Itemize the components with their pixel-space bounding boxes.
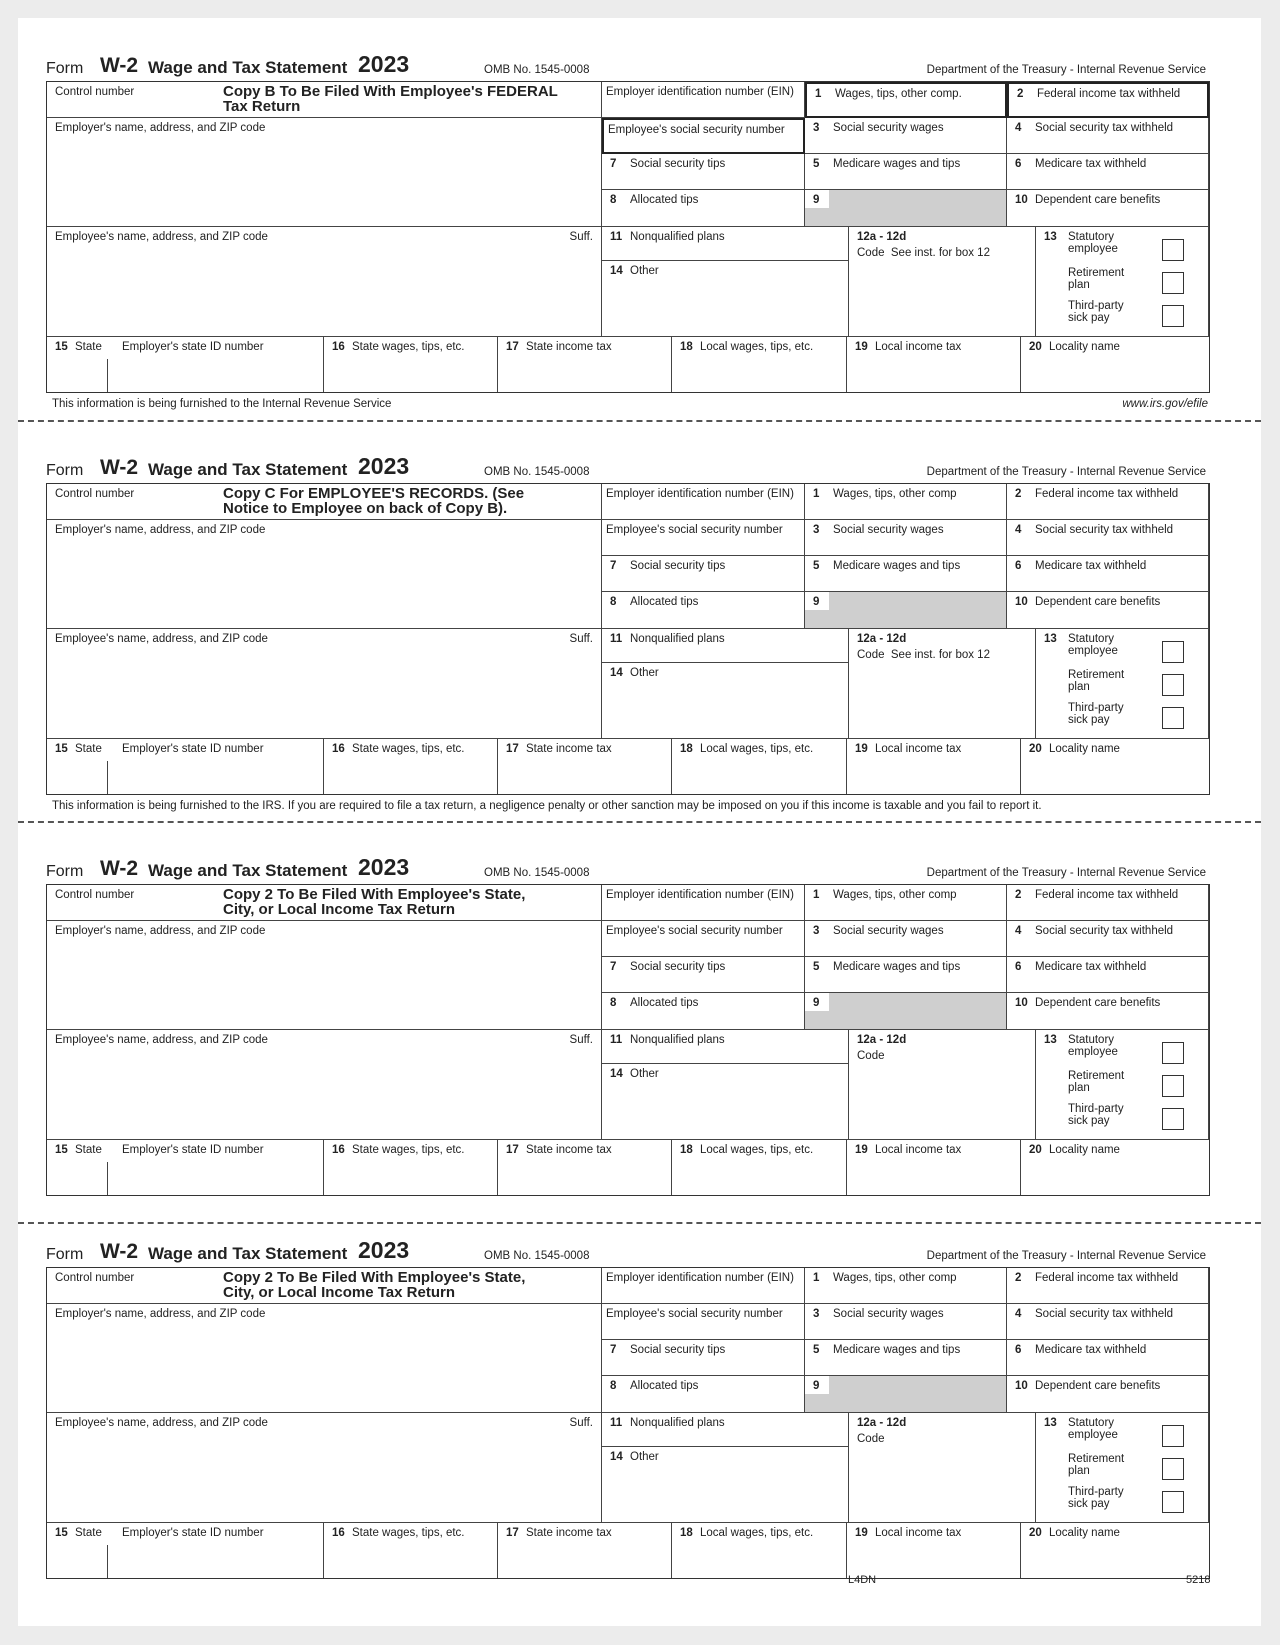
box-3-ss-wages[interactable]: 3 Social security wages bbox=[805, 118, 1007, 154]
copy-line-2: City, or Local Income Tax Return bbox=[223, 901, 455, 918]
department-label: Department of the Treasury - Internal Revenue Service bbox=[926, 64, 1206, 76]
box-3-ss-wages[interactable]: 3 Social security wages bbox=[805, 921, 1007, 957]
box-19-local-tax[interactable]: 19 Local income tax bbox=[847, 1140, 1021, 1195]
box-10-dependent-care[interactable]: 10 Dependent care benefits bbox=[1007, 592, 1209, 629]
box-12-code-label: Code See inst. for box 12 bbox=[857, 247, 990, 259]
box-14-other[interactable]: 14 Other bbox=[602, 261, 849, 337]
statutory-employee-label: Statutory employee bbox=[1068, 231, 1118, 255]
box-15-state[interactable]: 15 State Employer's state ID number bbox=[47, 1140, 324, 1195]
box-12-label: 12a - 12d bbox=[857, 231, 907, 243]
box-20-locality[interactable]: 20 Locality name bbox=[1029, 1527, 1120, 1539]
box-12-code-label: Code bbox=[857, 1433, 885, 1445]
box-12-codes[interactable] bbox=[849, 227, 1036, 337]
statutory-employee-label: Statutory employee bbox=[1068, 1034, 1118, 1058]
box-19-local-tax[interactable]: 19 Local income tax bbox=[847, 739, 1021, 794]
box-18-local-wages[interactable]: 18 Local wages, tips, etc. bbox=[672, 337, 847, 392]
box-9: 9 bbox=[805, 190, 1007, 227]
box-8-allocated-tips[interactable]: 8 Allocated tips bbox=[602, 993, 805, 1030]
box-15-state[interactable]: 15 State Employer's state ID number bbox=[47, 337, 324, 392]
state-divider bbox=[107, 761, 108, 794]
form-number: W-2 bbox=[100, 456, 139, 479]
box-8-allocated-tips[interactable]: 8 Allocated tips bbox=[602, 190, 805, 227]
form-footer-note: This information is being furnished to the IRS. If you are required to file a tax return, a negligence penalty or other sanction may be imposed on you if this income is taxable and you fail to report it. bbox=[52, 800, 1042, 812]
box-18-local-wages[interactable]: 18 Local wages, tips, etc. bbox=[672, 1140, 847, 1195]
copy-line-2: City, or Local Income Tax Return bbox=[223, 1284, 455, 1301]
box-2-federal-tax[interactable] bbox=[1007, 1268, 1209, 1304]
statutory-employee-label: Statutory employee bbox=[1068, 1417, 1118, 1441]
omb-number: OMB No. 1545-0008 bbox=[484, 466, 590, 478]
copy-designation bbox=[223, 1270, 525, 1300]
cut-line bbox=[18, 1222, 1261, 1224]
employer-name-box[interactable] bbox=[47, 1304, 602, 1413]
box-9: 9 bbox=[805, 993, 1007, 1030]
state-id-label: Employer's state ID number bbox=[122, 1144, 264, 1156]
box-5-medicare-wages[interactable]: 5 Medicare wages and tips bbox=[805, 1340, 1007, 1376]
box-5-medicare-wages[interactable]: 5 Medicare wages and tips bbox=[805, 957, 1007, 993]
copy-line-1: Copy 2 To Be Filed With Employee's State, bbox=[223, 1269, 526, 1286]
box-2-federal-tax[interactable] bbox=[1007, 885, 1209, 921]
box-16-state-wages[interactable]: 16 State wages, tips, etc. bbox=[324, 1523, 498, 1578]
employer-name-box[interactable] bbox=[47, 921, 602, 1030]
efile-url: www.irs.gov/efile bbox=[1122, 398, 1208, 410]
box-9-shaded-corner bbox=[805, 1394, 829, 1412]
department-label: Department of the Treasury - Internal Revenue Service bbox=[926, 466, 1206, 478]
statutory-employee-checkbox[interactable] bbox=[1162, 1425, 1184, 1447]
box-11-nonqualified[interactable]: 11 Nonqualified plans bbox=[602, 1413, 849, 1447]
retirement-plan-checkbox[interactable] bbox=[1162, 674, 1184, 696]
copy-designation bbox=[223, 84, 558, 114]
state-divider bbox=[107, 359, 108, 392]
form-grid bbox=[46, 483, 1210, 795]
box-15-state[interactable]: 15 State Employer's state ID number bbox=[47, 739, 324, 794]
copy-line-1: Copy 2 To Be Filed With Employee's State, bbox=[223, 886, 526, 903]
box-9-shaded bbox=[829, 592, 1006, 628]
state-id-label: Employer's state ID number bbox=[122, 743, 264, 755]
box-10-dependent-care[interactable]: 10 Dependent care benefits bbox=[1007, 1376, 1209, 1413]
suffix-label: Suff. bbox=[569, 633, 593, 645]
employer-name-box[interactable] bbox=[47, 520, 602, 629]
box-14-other[interactable]: 14 Other bbox=[602, 1064, 849, 1140]
box-19-local-tax[interactable]: 19 Local income tax bbox=[847, 1523, 1021, 1578]
box-2-label: 2 Federal income tax withheld bbox=[1017, 88, 1181, 100]
ein-label: Employer identification number (EIN) bbox=[606, 889, 794, 901]
box-12-codes[interactable] bbox=[849, 629, 1036, 739]
box-13-number: 13 bbox=[1044, 1417, 1057, 1429]
statutory-employee-checkbox[interactable] bbox=[1162, 1042, 1184, 1064]
box-9-shaded-corner bbox=[805, 610, 829, 628]
box-5-medicare-wages[interactable]: 5 Medicare wages and tips bbox=[805, 556, 1007, 592]
box-4-ss-tax[interactable]: 4 Social security tax withheld bbox=[1007, 520, 1209, 556]
form-title: Wage and Tax Statement bbox=[148, 58, 348, 77]
box-1-label: 1 Wages, tips, other comp. bbox=[815, 88, 962, 100]
box-14-other[interactable]: 14 Other bbox=[602, 1447, 849, 1523]
control-number-box[interactable] bbox=[47, 484, 602, 520]
box-13-number: 13 bbox=[1044, 231, 1057, 243]
retirement-plan-checkbox[interactable] bbox=[1162, 272, 1184, 294]
employer-name-label: Employer's name, address, and ZIP code bbox=[55, 1308, 266, 1320]
statutory-employee-label: Statutory employee bbox=[1068, 633, 1118, 657]
box-11-nonqualified[interactable]: 11 Nonqualified plans bbox=[602, 1030, 849, 1064]
retirement-plan-checkbox[interactable] bbox=[1162, 1458, 1184, 1480]
box-20-locality[interactable]: 20 Locality name bbox=[1029, 341, 1120, 353]
ein-label: Employer identification number (EIN) bbox=[606, 1272, 794, 1284]
control-number-label: Control number bbox=[55, 488, 135, 500]
box-13-number: 13 bbox=[1044, 1034, 1057, 1046]
box-11-nonqualified[interactable]: 11 Nonqualified plans bbox=[602, 227, 849, 261]
box-12-label: 12a - 12d bbox=[857, 633, 907, 645]
retirement-plan-label: Retirement plan bbox=[1068, 1070, 1125, 1094]
box-13 bbox=[1036, 227, 1209, 337]
copy-designation bbox=[223, 887, 525, 917]
form-code-right: 5218 bbox=[1186, 1574, 1211, 1586]
control-number-box[interactable] bbox=[47, 82, 602, 118]
third-party-sick-pay-checkbox[interactable] bbox=[1162, 1491, 1184, 1513]
box-12-code-label: Code bbox=[857, 1050, 885, 1062]
employer-name-label: Employer's name, address, and ZIP code bbox=[55, 925, 266, 937]
w2-form-copy bbox=[46, 450, 1210, 850]
form-number: W-2 bbox=[100, 1240, 139, 1263]
box-3-ss-wages[interactable]: 3 Social security wages bbox=[805, 520, 1007, 556]
cut-line bbox=[18, 420, 1261, 422]
statutory-employee-checkbox[interactable] bbox=[1162, 641, 1184, 663]
ein-box[interactable] bbox=[602, 1268, 805, 1304]
box-7-ss-tips[interactable]: 7 Social security tips bbox=[602, 957, 805, 993]
box-4-ss-tax[interactable]: 4 Social security tax withheld bbox=[1007, 118, 1209, 154]
box-1-label: 1 Wages, tips, other comp bbox=[813, 1272, 957, 1284]
retirement-plan-label: Retirement plan bbox=[1068, 1453, 1125, 1477]
box-9-shaded bbox=[829, 190, 1006, 226]
employee-name-box[interactable] bbox=[47, 1413, 602, 1523]
box-11-nonqualified[interactable]: 11 Nonqualified plans bbox=[602, 629, 849, 663]
form-title: Wage and Tax Statement bbox=[148, 460, 348, 479]
box-8-allocated-tips[interactable]: 8 Allocated tips bbox=[602, 592, 805, 629]
employee-name-label: Employee's name, address, and ZIP code bbox=[55, 1417, 268, 1429]
box-6-medicare-tax[interactable]: 6 Medicare tax withheld bbox=[1007, 154, 1209, 190]
third-party-sick-pay-label: Third-party sick pay bbox=[1068, 1103, 1124, 1127]
employee-ssn-box[interactable] bbox=[602, 118, 805, 154]
box-2-federal-tax[interactable] bbox=[1007, 82, 1209, 118]
form-word: Form bbox=[46, 1246, 84, 1263]
box-17-state-tax[interactable]: 17 State income tax bbox=[498, 739, 672, 794]
box-6-medicare-tax[interactable]: 6 Medicare tax withheld bbox=[1007, 1340, 1209, 1376]
third-party-sick-pay-label: Third-party sick pay bbox=[1068, 1486, 1124, 1510]
box-12-label: 12a - 12d bbox=[857, 1034, 907, 1046]
suffix-label: Suff. bbox=[569, 1417, 593, 1429]
control-number-box[interactable] bbox=[47, 885, 602, 921]
box-12-code-label: Code See inst. for box 12 bbox=[857, 649, 990, 661]
ein-label: Employer identification number (EIN) bbox=[606, 488, 794, 500]
box-16-state-wages[interactable]: 16 State wages, tips, etc. bbox=[324, 1140, 498, 1195]
form-year: 2023 bbox=[358, 453, 410, 479]
control-number-box[interactable] bbox=[47, 1268, 602, 1304]
box-9-shaded bbox=[829, 1376, 1006, 1412]
form-year: 2023 bbox=[358, 51, 410, 77]
retirement-plan-label: Retirement plan bbox=[1068, 669, 1125, 693]
employee-ssn-label: Employee's social security number bbox=[606, 524, 783, 536]
box-9-shaded-corner bbox=[805, 1011, 829, 1029]
third-party-sick-pay-checkbox[interactable] bbox=[1162, 707, 1184, 729]
box-12-codes[interactable] bbox=[849, 1413, 1036, 1523]
retirement-plan-checkbox[interactable] bbox=[1162, 1075, 1184, 1097]
box-1-wages[interactable] bbox=[805, 484, 1007, 520]
box-15-state[interactable]: 15 State Employer's state ID number bbox=[47, 1523, 324, 1578]
box-1-wages[interactable] bbox=[805, 82, 1007, 118]
w2-form-copy bbox=[46, 851, 1210, 1251]
employee-name-label: Employee's name, address, and ZIP code bbox=[55, 231, 268, 243]
form-word: Form bbox=[46, 462, 84, 479]
w2-sheet bbox=[18, 18, 1261, 1626]
statutory-employee-checkbox[interactable] bbox=[1162, 239, 1184, 261]
box-7-ss-tips[interactable]: 7 Social security tips bbox=[602, 556, 805, 592]
box-2-federal-tax[interactable] bbox=[1007, 484, 1209, 520]
form-number: W-2 bbox=[100, 857, 139, 880]
form-code-left: L4DN bbox=[848, 1574, 877, 1586]
box-1-wages[interactable] bbox=[805, 1268, 1007, 1304]
box-1-wages[interactable] bbox=[805, 885, 1007, 921]
box-2-label: 2 Federal income tax withheld bbox=[1015, 1272, 1179, 1284]
form-word: Form bbox=[46, 863, 84, 880]
form-footer-note: This information is being furnished to the Internal Revenue Service bbox=[52, 398, 392, 410]
form-year: 2023 bbox=[358, 854, 410, 880]
box-4-ss-tax[interactable]: 4 Social security tax withheld bbox=[1007, 1304, 1209, 1340]
w2-form-copy bbox=[46, 1234, 1210, 1634]
form-year: 2023 bbox=[358, 1237, 410, 1263]
omb-number: OMB No. 1545-0008 bbox=[484, 1250, 590, 1262]
omb-number: OMB No. 1545-0008 bbox=[484, 867, 590, 879]
box-2-label: 2 Federal income tax withheld bbox=[1015, 488, 1179, 500]
third-party-sick-pay-checkbox[interactable] bbox=[1162, 305, 1184, 327]
control-number-label: Control number bbox=[55, 889, 135, 901]
box-9: 9 bbox=[805, 1376, 1007, 1413]
box-13 bbox=[1036, 629, 1209, 739]
employee-name-label: Employee's name, address, and ZIP code bbox=[55, 1034, 268, 1046]
state-id-label: Employer's state ID number bbox=[122, 1527, 264, 1539]
third-party-sick-pay-label: Third-party sick pay bbox=[1068, 300, 1124, 324]
box-13 bbox=[1036, 1030, 1209, 1140]
employee-ssn-box[interactable] bbox=[602, 921, 805, 957]
box-18-local-wages[interactable]: 18 Local wages, tips, etc. bbox=[672, 1523, 847, 1578]
copy-line-2: Notice to Employee on back of Copy B). bbox=[223, 500, 508, 517]
employee-ssn-label: Employee's social security number bbox=[606, 1308, 783, 1320]
ein-label: Employer identification number (EIN) bbox=[606, 86, 794, 98]
box-2-label: 2 Federal income tax withheld bbox=[1015, 889, 1179, 901]
copy-line-1: Copy C For EMPLOYEE'S RECORDS. (See bbox=[223, 485, 525, 502]
employee-name-box[interactable] bbox=[47, 227, 602, 337]
cut-line bbox=[18, 821, 1261, 823]
third-party-sick-pay-label: Third-party sick pay bbox=[1068, 702, 1124, 726]
employee-name-label: Employee's name, address, and ZIP code bbox=[55, 633, 268, 645]
copy-designation bbox=[223, 486, 524, 516]
employer-name-label: Employer's name, address, and ZIP code bbox=[55, 524, 266, 536]
box-6-medicare-tax[interactable]: 6 Medicare tax withheld bbox=[1007, 556, 1209, 592]
box-20-locality[interactable]: 20 Locality name bbox=[1029, 743, 1120, 755]
box-1-label: 1 Wages, tips, other comp bbox=[813, 889, 957, 901]
employer-name-label: Employer's name, address, and ZIP code bbox=[55, 122, 266, 134]
ein-box[interactable] bbox=[602, 82, 805, 118]
suffix-label: Suff. bbox=[569, 231, 593, 243]
box-6-medicare-tax[interactable]: 6 Medicare tax withheld bbox=[1007, 957, 1209, 993]
form-number: W-2 bbox=[100, 54, 139, 77]
box-17-state-tax[interactable]: 17 State income tax bbox=[498, 337, 672, 392]
box-9: 9 bbox=[805, 592, 1007, 629]
box-12-label: 12a - 12d bbox=[857, 1417, 907, 1429]
department-label: Department of the Treasury - Internal Revenue Service bbox=[926, 1250, 1206, 1262]
box-20-locality[interactable]: 20 Locality name bbox=[1029, 1144, 1120, 1156]
box-9-shaded bbox=[829, 993, 1006, 1029]
box-19-local-tax[interactable]: 19 Local income tax bbox=[847, 337, 1021, 392]
form-title: Wage and Tax Statement bbox=[148, 861, 348, 880]
control-number-label: Control number bbox=[55, 86, 135, 98]
box-3-ss-wages[interactable]: 3 Social security wages bbox=[805, 1304, 1007, 1340]
employee-name-box[interactable] bbox=[47, 1030, 602, 1140]
copy-line-2: Tax Return bbox=[223, 98, 301, 115]
box-4-ss-tax[interactable]: 4 Social security tax withheld bbox=[1007, 921, 1209, 957]
copy-line-1: Copy B To Be Filed With Employee's FEDERAL bbox=[223, 83, 558, 100]
ein-box[interactable] bbox=[602, 484, 805, 520]
employee-name-box[interactable] bbox=[47, 629, 602, 739]
box-17-state-tax[interactable]: 17 State income tax bbox=[498, 1523, 672, 1578]
state-divider bbox=[107, 1545, 108, 1578]
form-title: Wage and Tax Statement bbox=[148, 1244, 348, 1263]
control-number-label: Control number bbox=[55, 1272, 135, 1284]
employer-name-box[interactable] bbox=[47, 118, 602, 227]
box-14-other[interactable]: 14 Other bbox=[602, 663, 849, 739]
box-12-codes[interactable] bbox=[849, 1030, 1036, 1140]
ein-box[interactable] bbox=[602, 885, 805, 921]
employee-ssn-box[interactable] bbox=[602, 1304, 805, 1340]
suffix-label: Suff. bbox=[569, 1034, 593, 1046]
department-label: Department of the Treasury - Internal Revenue Service bbox=[926, 867, 1206, 879]
box-10-dependent-care[interactable]: 10 Dependent care benefits bbox=[1007, 190, 1209, 227]
box-17-state-tax[interactable]: 17 State income tax bbox=[498, 1140, 672, 1195]
box-7-ss-tips[interactable]: 7 Social security tips bbox=[602, 154, 805, 190]
form-grid bbox=[46, 81, 1210, 393]
form-grid bbox=[46, 1267, 1210, 1579]
box-16-state-wages[interactable]: 16 State wages, tips, etc. bbox=[324, 337, 498, 392]
form-grid bbox=[46, 884, 1210, 1196]
third-party-sick-pay-checkbox[interactable] bbox=[1162, 1108, 1184, 1130]
w2-form-copy bbox=[46, 48, 1210, 448]
employee-ssn-label: Employee's social security number bbox=[608, 124, 785, 136]
box-13 bbox=[1036, 1413, 1209, 1523]
box-7-ss-tips[interactable]: 7 Social security tips bbox=[602, 1340, 805, 1376]
box-8-allocated-tips[interactable]: 8 Allocated tips bbox=[602, 1376, 805, 1413]
state-divider bbox=[107, 1162, 108, 1195]
employee-ssn-box[interactable] bbox=[602, 520, 805, 556]
box-1-label: 1 Wages, tips, other comp bbox=[813, 488, 957, 500]
omb-number: OMB No. 1545-0008 bbox=[484, 64, 590, 76]
box-13-number: 13 bbox=[1044, 633, 1057, 645]
box-18-local-wages[interactable]: 18 Local wages, tips, etc. bbox=[672, 739, 847, 794]
state-id-label: Employer's state ID number bbox=[122, 341, 264, 353]
box-5-medicare-wages[interactable]: 5 Medicare wages and tips bbox=[805, 154, 1007, 190]
retirement-plan-label: Retirement plan bbox=[1068, 267, 1125, 291]
employee-ssn-label: Employee's social security number bbox=[606, 925, 783, 937]
form-word: Form bbox=[46, 60, 84, 77]
box-10-dependent-care[interactable]: 10 Dependent care benefits bbox=[1007, 993, 1209, 1030]
box-9-shaded-corner bbox=[805, 208, 829, 226]
box-16-state-wages[interactable]: 16 State wages, tips, etc. bbox=[324, 739, 498, 794]
